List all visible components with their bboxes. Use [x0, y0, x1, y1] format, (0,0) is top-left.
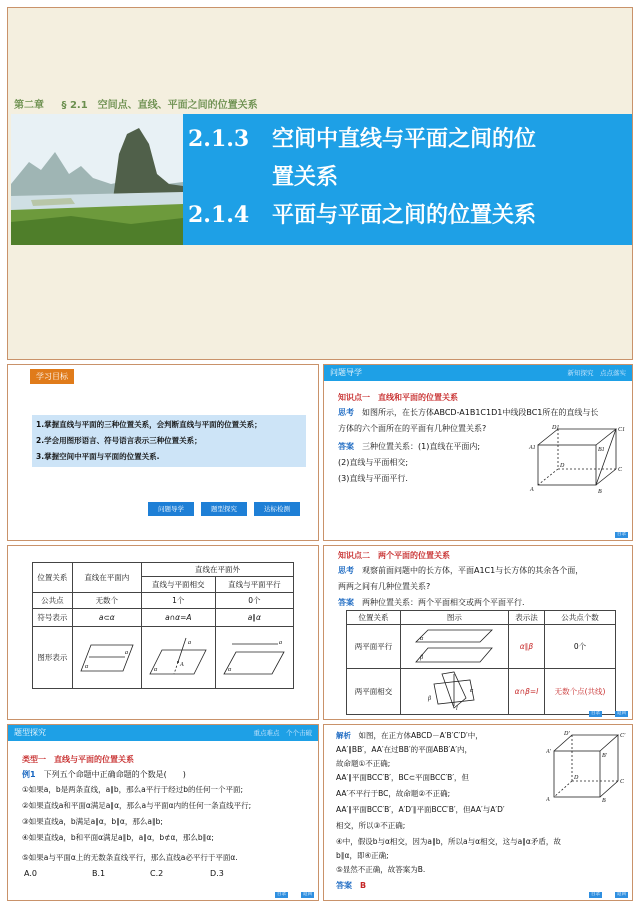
footer-button[interactable]: 目录 — [591, 892, 600, 897]
line-plane-table — [32, 562, 294, 689]
guide-header: 问题导学 — [324, 365, 633, 381]
solution-line: AA′∥平面BCC′B′，BC⊂平面BCC′B′，但 — [336, 773, 470, 782]
table-head: 直线与平面相交 — [141, 577, 215, 593]
table-head: 位置关系 — [347, 611, 401, 625]
solution-line: 解析 如图，在正方体ABCD－A′B′C′D′中， — [336, 731, 483, 740]
goals-tag: 学习目标 — [30, 369, 74, 384]
option-a[interactable]: A.0 — [24, 869, 37, 878]
svg-text:B1: B1 — [598, 447, 605, 453]
footer-button[interactable]: 目录 — [277, 892, 286, 897]
footer-button[interactable]: 返回 — [617, 711, 626, 716]
answer-line-3: (3)直线与平面平行. — [338, 474, 408, 483]
cuboid-figure — [528, 423, 628, 495]
proposition: ⑤如果a与平面α上的无数条直线平行，那么直线a必平行于平面α. — [22, 853, 238, 862]
table-cell: α∥β — [508, 625, 544, 669]
svg-text:C: C — [620, 779, 625, 785]
breadcrumb-section: § 2.1 空间点、直线、平面之间的位置关系 — [61, 100, 258, 111]
table-head: 位置关系 — [33, 563, 73, 593]
table-cell: 0个 — [215, 593, 293, 609]
svg-text:α: α — [420, 635, 424, 642]
answer-line-1: 答案 三种位置关系：(1)直线在平面内; — [338, 442, 481, 451]
table-head: 直线在平面内 — [72, 563, 141, 593]
footer-button[interactable]: 返回 — [617, 892, 626, 897]
svg-text:D′: D′ — [564, 731, 570, 737]
goals-box — [32, 415, 306, 467]
table-head: 公共点个数 — [545, 611, 616, 625]
svg-text:a: a — [279, 639, 283, 646]
svg-text:β: β — [428, 695, 432, 702]
table-cell: 两平面相交 — [347, 669, 401, 715]
example-question: 例1 下列五个命题中正确命题的个数是( ) — [22, 770, 186, 779]
landscape-photo — [11, 114, 183, 245]
table-cell: 无数个点(共线) — [545, 669, 616, 715]
solution-line: b∥α，即④正确; — [336, 851, 389, 860]
example-header: 题型探究 — [8, 725, 319, 741]
solution-answer: 答案 B — [336, 881, 367, 890]
option-c[interactable]: C.2 — [150, 869, 164, 878]
table-cell: 无数个 — [72, 593, 141, 609]
title-line-2: 置关系 — [272, 164, 339, 190]
svg-text:D: D — [574, 775, 579, 781]
table-cell: 两平面平行 — [347, 625, 401, 669]
title-text — [188, 120, 536, 234]
title-slide — [7, 7, 633, 360]
svg-text:α: α — [84, 663, 88, 670]
svg-text:α: α — [154, 666, 158, 673]
table-head: 直线与平面平行 — [215, 577, 293, 593]
table-cell: 公共点 — [33, 593, 73, 609]
solution-line: 相交，所以③不正确; — [336, 821, 406, 830]
solution-line: 故命题①不正确; — [336, 759, 391, 768]
kp-title: 知识点二 两个平面的位置关系 — [338, 551, 450, 560]
svg-text:B: B — [602, 798, 606, 803]
solution-line: AA′∥平面BCC′B′，A′D′∥平面BCC′B′，但AA′与A′D′ — [336, 805, 505, 814]
title-line-3: 2.1.4 平面与平面之间的位置关系 — [188, 202, 537, 228]
corner-button[interactable]: 目录 — [617, 532, 626, 537]
table-head: 图示 — [400, 611, 508, 625]
svg-text:B′: B′ — [602, 753, 607, 759]
svg-text:C′: C′ — [620, 733, 626, 739]
figure-in-plane — [72, 627, 141, 689]
title-line-1: 2.1.3 空间中直线与平面之间的位 — [188, 126, 537, 152]
planes-table — [346, 610, 616, 715]
solution-line: ⑤显然不正确，故答案为B. — [336, 865, 426, 874]
figure-intersect — [141, 627, 215, 689]
svg-text:a: a — [188, 639, 192, 646]
goal-item: 3.掌握空间中平面与平面的位置关系. — [36, 452, 160, 461]
svg-text:D1: D1 — [552, 425, 560, 431]
kp-title: 知识点一 直线和平面的位置关系 — [338, 393, 458, 402]
think-line-1: 思考 如图所示，在长方体ABCD-A1B1C1D1中线段BC1所在的直线与长 — [338, 408, 599, 417]
svg-text:β: β — [420, 654, 424, 661]
guide-header-right: 新知探究 点点落实 — [567, 369, 626, 377]
table-slide — [7, 545, 319, 720]
nav-button-explore[interactable]: 题型探究 — [201, 502, 247, 516]
example-header-right: 重点难点 个个击破 — [253, 729, 312, 737]
cube-figure — [546, 729, 628, 803]
table-cell: 符号表示 — [33, 609, 73, 627]
proposition: ③如果直线a，b满足a∥α，b∥α，那么a∥b; — [22, 817, 163, 826]
solution-line: ④中，假设b与α相交，因为a∥b，所以a与α相交，这与a∥α矛盾，故 — [336, 837, 561, 846]
svg-text:A1: A1 — [529, 445, 536, 451]
figure-intersect-planes — [400, 669, 508, 715]
answer-line: 答案 两种位置关系：两个平面相交或两个平面平行. — [338, 598, 525, 607]
goals-slide — [7, 364, 319, 541]
svg-text:B: B — [598, 489, 602, 495]
nav-button-test[interactable]: 达标检测 — [254, 502, 300, 516]
option-d[interactable]: D.3 — [210, 869, 224, 878]
proposition: ①如果a，b是两条直线，a∥b，那么a平行于经过b的任何一个平面; — [22, 785, 244, 794]
guide-slide — [323, 364, 633, 541]
svg-text:D: D — [560, 463, 565, 469]
goal-item: 2.学会用图形语言、符号语言表示三种位置关系； — [36, 436, 202, 445]
option-b[interactable]: B.1 — [92, 869, 106, 878]
breadcrumb-chapter: 第二章 — [14, 100, 44, 111]
svg-text:C: C — [618, 467, 623, 473]
solution-line: AA′不平行于BC，故命题②不正确; — [336, 789, 451, 798]
svg-text:A′: A′ — [546, 749, 551, 755]
type-title: 类型一 直线与平面的位置关系 — [22, 755, 134, 764]
goal-item: 1.掌握直线与平面的三种位置关系，会判断直线与平面的位置关系； — [36, 420, 262, 429]
table-head: 表示法 — [508, 611, 544, 625]
table-cell: a∥α — [215, 609, 293, 627]
solution-line: AA′∥BB′，AA′在过BB′的平面ABB′A′内， — [336, 745, 473, 754]
proposition: ②如果直线a和平面α满足a∥α，那么a与平面α内的任何一条直线平行; — [22, 801, 252, 810]
svg-text:C1: C1 — [618, 427, 626, 433]
table-cell: 0个 — [545, 625, 616, 669]
footer-button[interactable]: 返回 — [303, 892, 312, 897]
svg-text:α: α — [228, 666, 232, 673]
svg-text:a: a — [124, 649, 128, 656]
svg-text:A: A — [530, 487, 534, 493]
nav-button-guide[interactable]: 问题导学 — [148, 502, 194, 516]
example-slide — [7, 724, 319, 901]
table-cell: a∩α=A — [141, 609, 215, 627]
planes-slide — [323, 545, 633, 720]
svg-text:l: l — [456, 705, 459, 712]
table-cell: a⊂α — [72, 609, 141, 627]
table-cell: 1个 — [141, 593, 215, 609]
figure-parallel-planes — [400, 625, 508, 669]
think-line-2: 方体的六个面所在的平面有几种位置关系? — [338, 424, 487, 433]
solution-slide — [323, 724, 633, 901]
svg-text:A: A — [180, 661, 184, 668]
svg-text:α: α — [470, 687, 474, 694]
figure-parallel — [215, 627, 293, 689]
table-cell: α∩β=l — [508, 669, 544, 715]
answer-line-2: (2)直线与平面相交; — [338, 458, 409, 467]
think-line-2: 两两之间有几种位置关系? — [338, 582, 431, 591]
footer-button[interactable]: 目录 — [591, 711, 600, 716]
table-head: 直线在平面外 — [141, 563, 293, 577]
svg-text:A: A — [546, 797, 550, 803]
proposition: ④如果直线a，b和平面α满足a∥b，a∥α，b⊄α，那么b∥α; — [22, 833, 214, 842]
think-line-1: 思考 观察前面问题中的长方体，平面A1C1与长方体的其余各个面， — [338, 566, 584, 575]
breadcrumb — [14, 96, 258, 111]
table-cell: 图形表示 — [33, 627, 73, 689]
